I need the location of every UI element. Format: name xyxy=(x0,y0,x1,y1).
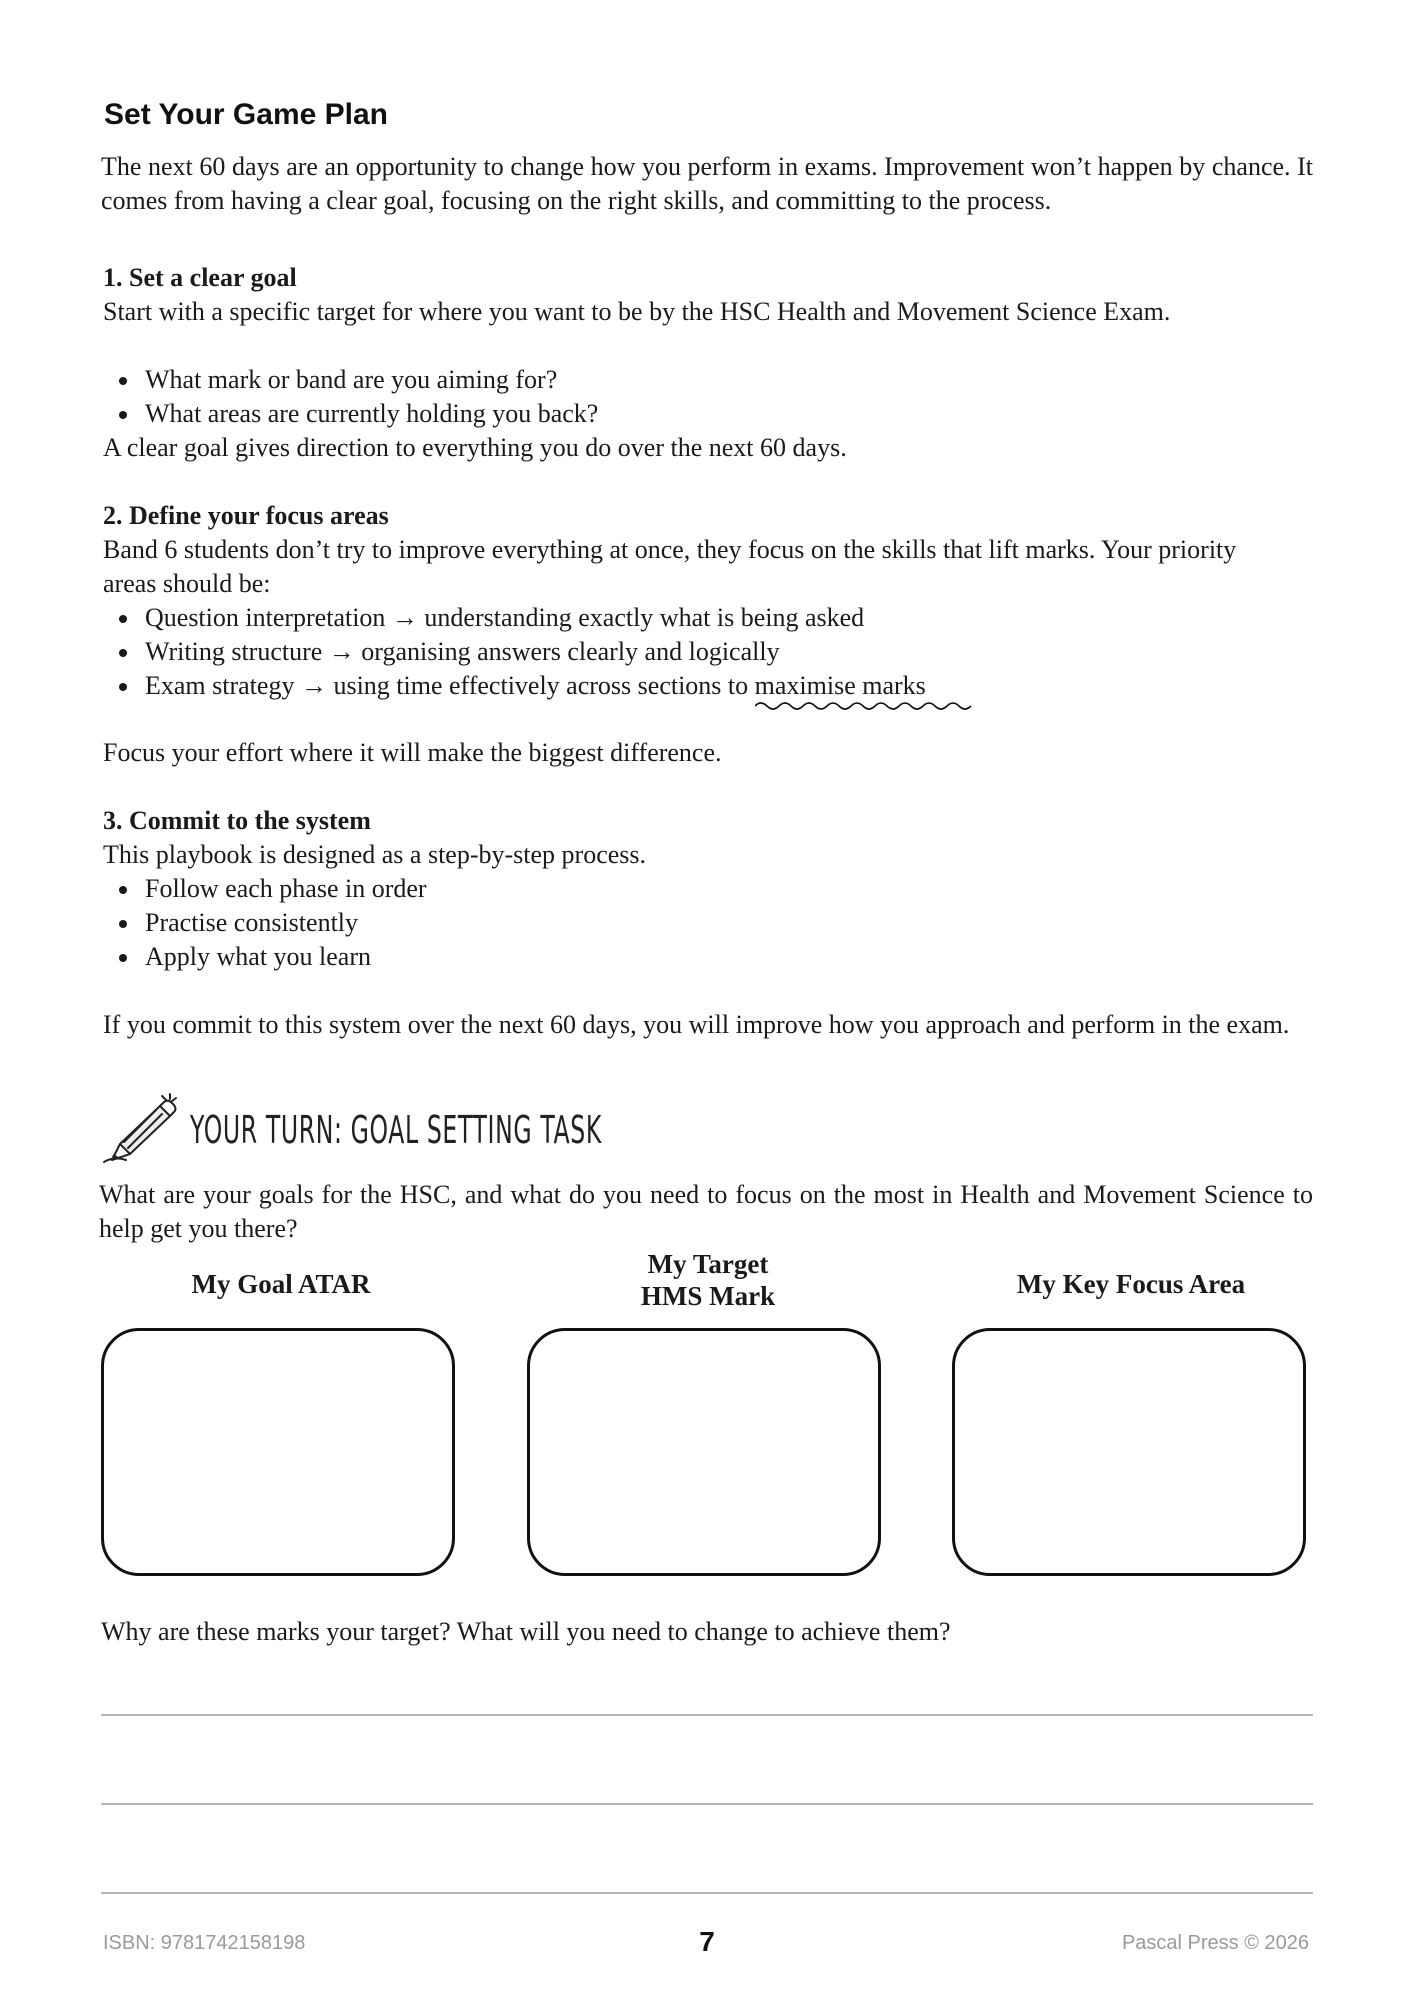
list-item xyxy=(145,669,926,703)
section1-text: Start with a specific target for where you want to be by the HSC Health and Movement Science Exam. xyxy=(103,297,1171,326)
publisher-text: Pascal Press © 2026 xyxy=(1121,1932,1309,1954)
goal-atar-box[interactable] xyxy=(101,1328,455,1576)
section2-heading: 2. Define your focus areas xyxy=(103,501,389,530)
section1-closing: A clear goal gives direction to everything you do over the next 60 days. xyxy=(103,433,847,462)
target-label-line1: My Target xyxy=(647,1249,769,1279)
list-item: Follow each phase in order xyxy=(145,872,427,906)
task-title: YOUR TURN: GOAL SETTING TASK xyxy=(190,1108,602,1152)
section3-closing: If you commit to this system over the next 60 days, you will improve how you approach and perform in the exam. xyxy=(103,1010,1290,1039)
spellcheck-underlined-text xyxy=(755,669,926,703)
list-item: What mark or band are you aiming for? xyxy=(145,363,598,397)
pencil-icon xyxy=(100,1092,182,1164)
section3-text: This playbook is designed as a step-by-step process. xyxy=(103,840,647,869)
section2-text: Band 6 students don’t try to improve everything at once, they focus on the skills that lift marks. Your priority areas should be: xyxy=(103,535,1237,598)
isbn-text: ISBN: 9781742158198 xyxy=(103,1932,306,1954)
target-hms-mark-label xyxy=(528,1248,888,1312)
intro-paragraph: The next 60 days are an opportunity to change how you perform in exams. Improvement won’t happen by chance. It comes from having a clear goal, focusing on the right skills, and committing to the process. xyxy=(101,152,1313,215)
goal-atar-label: My Goal ATAR xyxy=(191,1269,371,1299)
section3-heading: 3. Commit to the system xyxy=(103,806,371,835)
followup-question: Why are these marks your target? What will you need to change to achieve them? xyxy=(101,1617,951,1646)
target-label-line2: HMS Mark xyxy=(640,1281,776,1311)
squiggle-underline-icon xyxy=(755,700,977,712)
list-item: Writing structure → organising answers clearly and logically xyxy=(145,635,926,669)
section1-heading: 1. Set a clear goal xyxy=(103,263,297,292)
target-hms-mark-box[interactable] xyxy=(527,1328,881,1576)
task-question: What are your goals for the HSC, and what do you need to focus on the most in Health and Movement Science to help get you there? xyxy=(99,1180,1313,1243)
bullet-text: Exam strategy → using time effectively across sections to xyxy=(145,671,755,700)
key-focus-area-box[interactable] xyxy=(952,1328,1306,1576)
list-item: Apply what you learn xyxy=(145,940,427,974)
answer-line[interactable] xyxy=(101,1714,1313,1716)
section2-closing: Focus your effort where it will make the biggest difference. xyxy=(103,738,722,767)
section2-bullets xyxy=(103,601,926,703)
key-focus-area-label: My Key Focus Area xyxy=(1016,1269,1246,1299)
list-item: Question interpretation → understanding exactly what is being asked xyxy=(145,601,926,635)
underlined-phrase: maximise marks xyxy=(754,671,926,700)
list-item: Practise consistently xyxy=(145,906,427,940)
section3-bullets xyxy=(103,872,427,974)
answer-line[interactable] xyxy=(101,1892,1313,1894)
section1-bullets xyxy=(103,363,598,431)
page-title: Set Your Game Plan xyxy=(104,98,388,131)
answer-line[interactable] xyxy=(101,1803,1313,1805)
page-number: 7 xyxy=(699,1926,715,1957)
list-item: What areas are currently holding you back? xyxy=(145,397,598,431)
